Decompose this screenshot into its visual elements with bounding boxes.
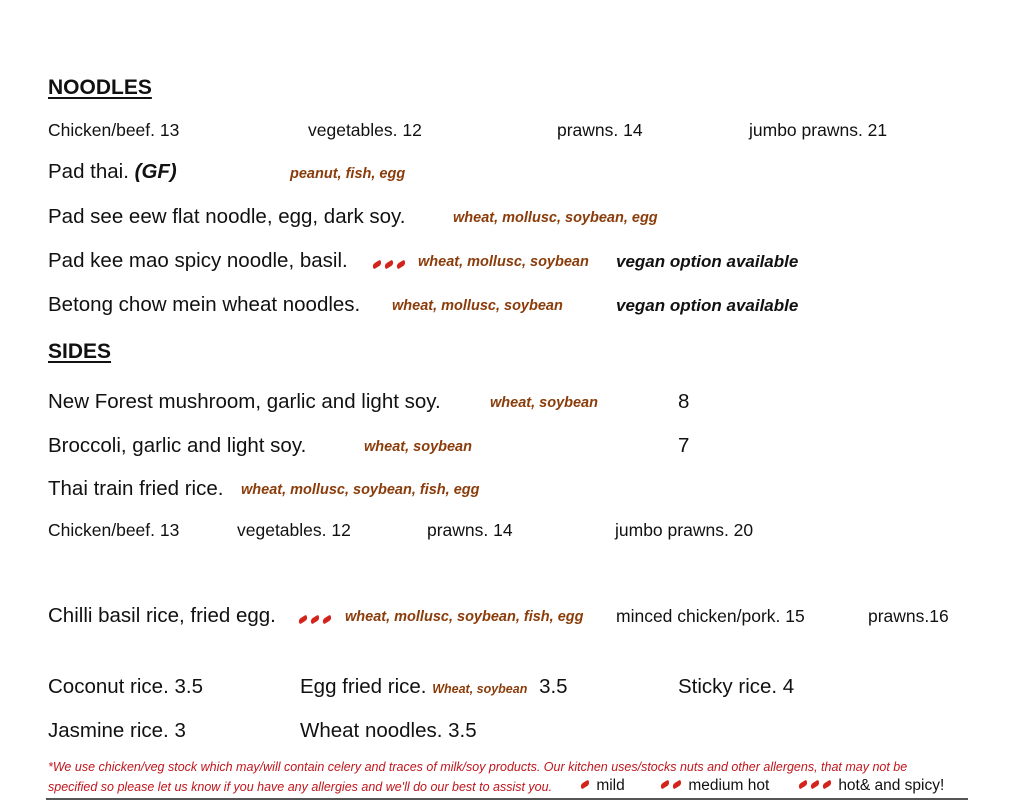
noodles-price-vegetables: vegetables. 12 — [308, 120, 422, 140]
chili-icon — [671, 780, 682, 790]
sides-price-chicken: Chicken/beef. 13 — [48, 520, 180, 540]
allergens-broccoli: wheat, soybean — [364, 439, 472, 455]
spice-legend-hot — [798, 777, 944, 795]
gluten-free-tag: (GF) — [134, 160, 177, 183]
chili-icon — [297, 615, 308, 625]
vegan-option-note: vegan option available — [616, 296, 799, 315]
allergy-disclaimer-line-1: *We use chicken/veg stock which may/will contain celery and traces of milk/soy products. Our kitchen uses/stocks nuts and other allergens, that may not be — [48, 760, 908, 774]
chili-icon — [321, 615, 332, 625]
rice-jasmine: Jasmine rice. 3 — [48, 719, 186, 742]
item-name: Pad thai. — [48, 160, 129, 183]
menu-item-mushroom: New Forest mushroom, garlic and light soy. — [48, 390, 441, 413]
allergens-pad-thai: peanut, fish, egg — [290, 166, 406, 182]
chili-icon — [309, 615, 320, 625]
allergens-chilli-basil-rice: wheat, mollusc, soybean, fish, egg — [345, 609, 584, 625]
wheat-noodles: Wheat noodles. 3.5 — [300, 719, 477, 742]
rice-egg-fried-label: Egg fried rice. — [300, 675, 427, 698]
allergens-pad-see-eew: wheat, mollusc, soybean, egg — [453, 210, 658, 226]
option-prawns: prawns.16 — [868, 606, 949, 626]
allergens-thai-train-fried-rice: wheat, mollusc, soybean, fish, egg — [241, 482, 480, 498]
legend-label: hot& and spicy! — [838, 777, 945, 794]
chili-icon — [395, 260, 406, 270]
option-minced-chicken-pork: minced chicken/pork. 15 — [616, 606, 805, 626]
menu-item-pad-kee-mao: Pad kee mao spicy noodle, basil. — [48, 249, 348, 272]
noodles-heading: NOODLES — [48, 76, 152, 99]
chili-icon — [659, 780, 670, 790]
allergens-betong-chow-mein: wheat, mollusc, soybean — [392, 298, 563, 314]
sides-heading: SIDES — [48, 340, 112, 363]
sides-price-jumbo-prawns: jumbo prawns. 20 — [615, 520, 754, 540]
chili-icon — [371, 260, 382, 270]
spice-level-3 — [372, 257, 408, 275]
noodles-price-chicken: Chicken/beef. 13 — [48, 120, 180, 140]
menu-item-thai-train-fried-rice: Thai train fried rice. — [48, 477, 224, 500]
noodles-price-jumbo-prawns: jumbo prawns. 21 — [749, 120, 888, 140]
spice-legend-mild — [580, 777, 625, 795]
allergens-pad-kee-mao: wheat, mollusc, soybean — [418, 254, 589, 270]
sides-price-prawns: prawns. 14 — [427, 520, 513, 540]
noodles-price-prawns: prawns. 14 — [557, 120, 643, 140]
spice-level-3 — [298, 612, 334, 630]
sides-price-vegetables: vegetables. 12 — [237, 520, 351, 540]
allergens-mushroom: wheat, soybean — [490, 395, 598, 411]
menu-item-chilli-basil-rice: Chilli basil rice, fried egg. — [48, 604, 276, 627]
menu-item-pad-thai — [48, 160, 177, 184]
chili-icon — [797, 780, 808, 790]
footer-divider — [46, 798, 968, 800]
spice-legend-medium-hot — [660, 777, 769, 795]
vegan-option-note: vegan option available — [616, 252, 799, 271]
chili-icon — [579, 780, 590, 790]
legend-label: medium hot — [688, 777, 770, 794]
allergens-egg-fried-rice: Wheat, soybean — [432, 682, 528, 696]
price-broccoli: 7 — [678, 434, 690, 457]
chili-icon — [821, 780, 832, 790]
chili-icon — [809, 780, 820, 790]
price-mushroom: 8 — [678, 390, 690, 413]
rice-sticky: Sticky rice. 4 — [678, 675, 795, 698]
menu-item-pad-see-eew: Pad see eew flat noodle, egg, dark soy. — [48, 205, 406, 228]
rice-egg-fried — [300, 675, 568, 699]
allergy-disclaimer-line-2: specified so please let us know if you have any allergies and we'll do our best to assist you. — [48, 780, 553, 794]
chili-icon — [383, 260, 394, 270]
rice-coconut: Coconut rice. 3.5 — [48, 675, 203, 698]
menu-item-broccoli: Broccoli, garlic and light soy. — [48, 434, 307, 457]
menu-item-betong-chow-mein: Betong chow mein wheat noodles. — [48, 293, 361, 316]
legend-label: mild — [596, 777, 625, 794]
rice-egg-fried-price: 3.5 — [539, 675, 568, 698]
